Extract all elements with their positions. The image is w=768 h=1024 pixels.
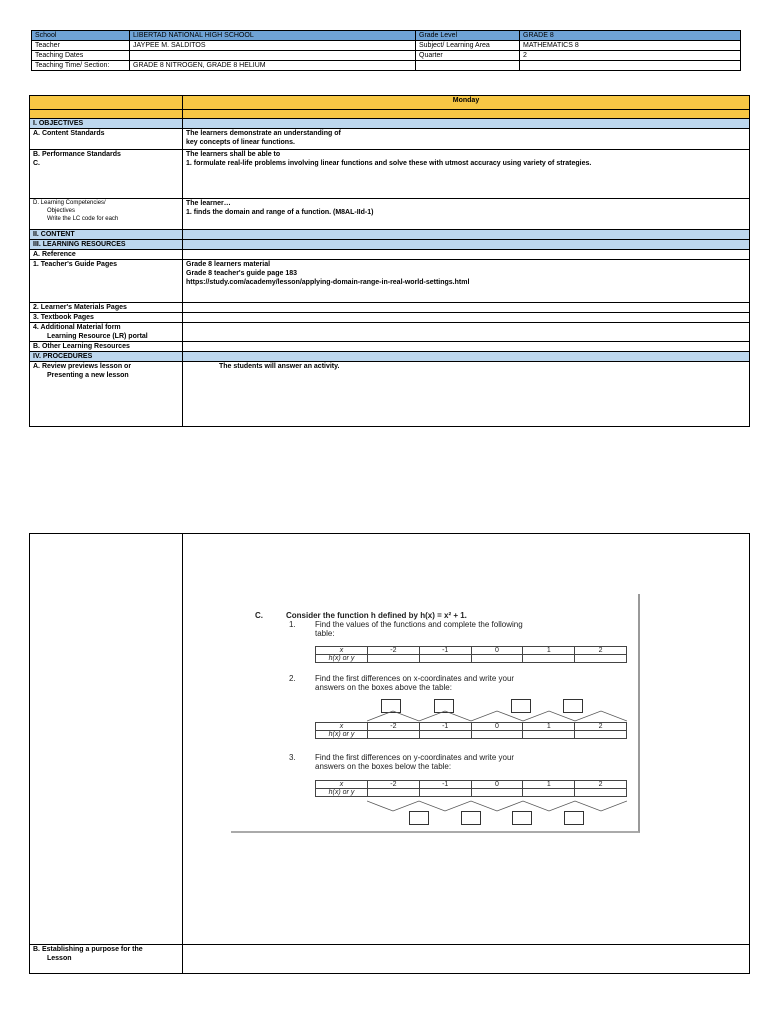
content-heading: II. CONTENT xyxy=(30,230,183,240)
answer-box xyxy=(512,811,532,825)
performance-standards-text: The learners shall be able to 1. formulate real-life problems involving linear functions and solve these with utmost accuracy using variety of strategies. xyxy=(183,150,750,199)
quarter-label: Quarter xyxy=(416,51,520,61)
subject-value: MATHEMATICS 8 xyxy=(520,41,741,51)
performance-standards-label: B. Performance Standards C. xyxy=(30,150,183,199)
empty-cell xyxy=(520,61,741,71)
values-table-1: x -2 -1 0 1 2 h(x) or y xyxy=(315,646,627,663)
blank-header-cell xyxy=(30,96,183,110)
reference-label: A. Reference xyxy=(30,250,183,260)
establishing-purpose-label: B. Establishing a purpose for the Lesson xyxy=(30,945,183,974)
activity-worksheet-image: C. Consider the function h defined by h(x) = x² + 1. 1. Find the values of the functions and complete the following table: x -2 -1 0 1 2 h(x) or y 2. Find the first differences on x-coordinates and write your answers on the boxes above the table: x -2 -1 0 1 2 h(x) or y 3. Find the first differences on y-coordinates and write your answers on the boxes below the table: x -2 -1 0 1 2 h(x) or y xyxy=(231,594,640,833)
item-c-text: Consider the function h defined by h(x) = x² + 1. xyxy=(286,611,467,620)
time-value: GRADE 8 NITROGEN, GRADE 8 HELIUM xyxy=(130,61,416,71)
lesson-plan-table xyxy=(29,95,750,427)
blank-row xyxy=(30,110,183,119)
procedures-heading: IV. PROCEDURES xyxy=(30,352,183,362)
learning-resources-heading: III. LEARNING RESOURCES xyxy=(30,240,183,250)
school-info-table xyxy=(31,30,741,71)
difference-connector-lines xyxy=(367,800,627,812)
content-standards-label: A. Content Standards xyxy=(30,129,183,150)
review-lesson-label: A. Review previews lesson or Presenting a new lesson xyxy=(30,362,183,427)
quarter-value: 2 xyxy=(520,51,741,61)
school-label: School xyxy=(32,31,130,41)
blank-left-cell xyxy=(30,534,183,945)
empty-cell xyxy=(416,61,520,71)
textbook-pages-label: 3. Textbook Pages xyxy=(30,313,183,323)
blank-row xyxy=(183,110,750,119)
other-resources-label: B. Other Learning Resources xyxy=(30,342,183,352)
school-value: LIBERTAD NATIONAL HIGH SCHOOL xyxy=(130,31,416,41)
learning-competencies-label: D. Learning Competencies/ Objectives Write the LC code for each xyxy=(30,199,183,230)
subject-label: Subject/ Learning Area xyxy=(416,41,520,51)
teacher-value: JAYPEE M. SALDITOS xyxy=(130,41,416,51)
answer-box xyxy=(564,811,584,825)
time-label: Teaching Time/ Section: xyxy=(32,61,130,71)
answer-box xyxy=(461,811,481,825)
content-standards-text: The learners demonstrate an understanding of key concepts of linear functions. xyxy=(183,129,750,150)
review-lesson-text: The students will answer an activity. xyxy=(183,362,750,427)
learning-competencies-text: The learner… 1. finds the domain and range of a function. (M8AL-IId-1) xyxy=(183,199,750,230)
item-c-label: C. xyxy=(255,611,263,620)
difference-connector-lines xyxy=(367,710,627,722)
grade-label: Grade Level xyxy=(416,31,520,41)
day-header: Monday xyxy=(183,96,750,110)
teachers-guide-label: 1. Teacher's Guide Pages xyxy=(30,260,183,303)
learners-materials-label: 2. Learner's Materials Pages xyxy=(30,303,183,313)
values-table-3: x -2 -1 0 1 2 h(x) or y xyxy=(315,780,627,797)
additional-material-label: 4. Additional Material form Learning Resource (LR) portal xyxy=(30,323,183,342)
teachers-guide-text: Grade 8 learners material Grade 8 teacher's guide page 183 https://study.com/academy/lesson/applying-domain-range-in-real-world-settings.html xyxy=(183,260,750,303)
answer-box xyxy=(409,811,429,825)
dates-label: Teaching Dates xyxy=(32,51,130,61)
values-table-2: x -2 -1 0 1 2 h(x) or y xyxy=(315,722,627,739)
grade-value: GRADE 8 xyxy=(520,31,741,41)
teacher-label: Teacher xyxy=(32,41,130,51)
objectives-heading: I. OBJECTIVES xyxy=(30,119,183,129)
dates-value xyxy=(130,51,416,61)
